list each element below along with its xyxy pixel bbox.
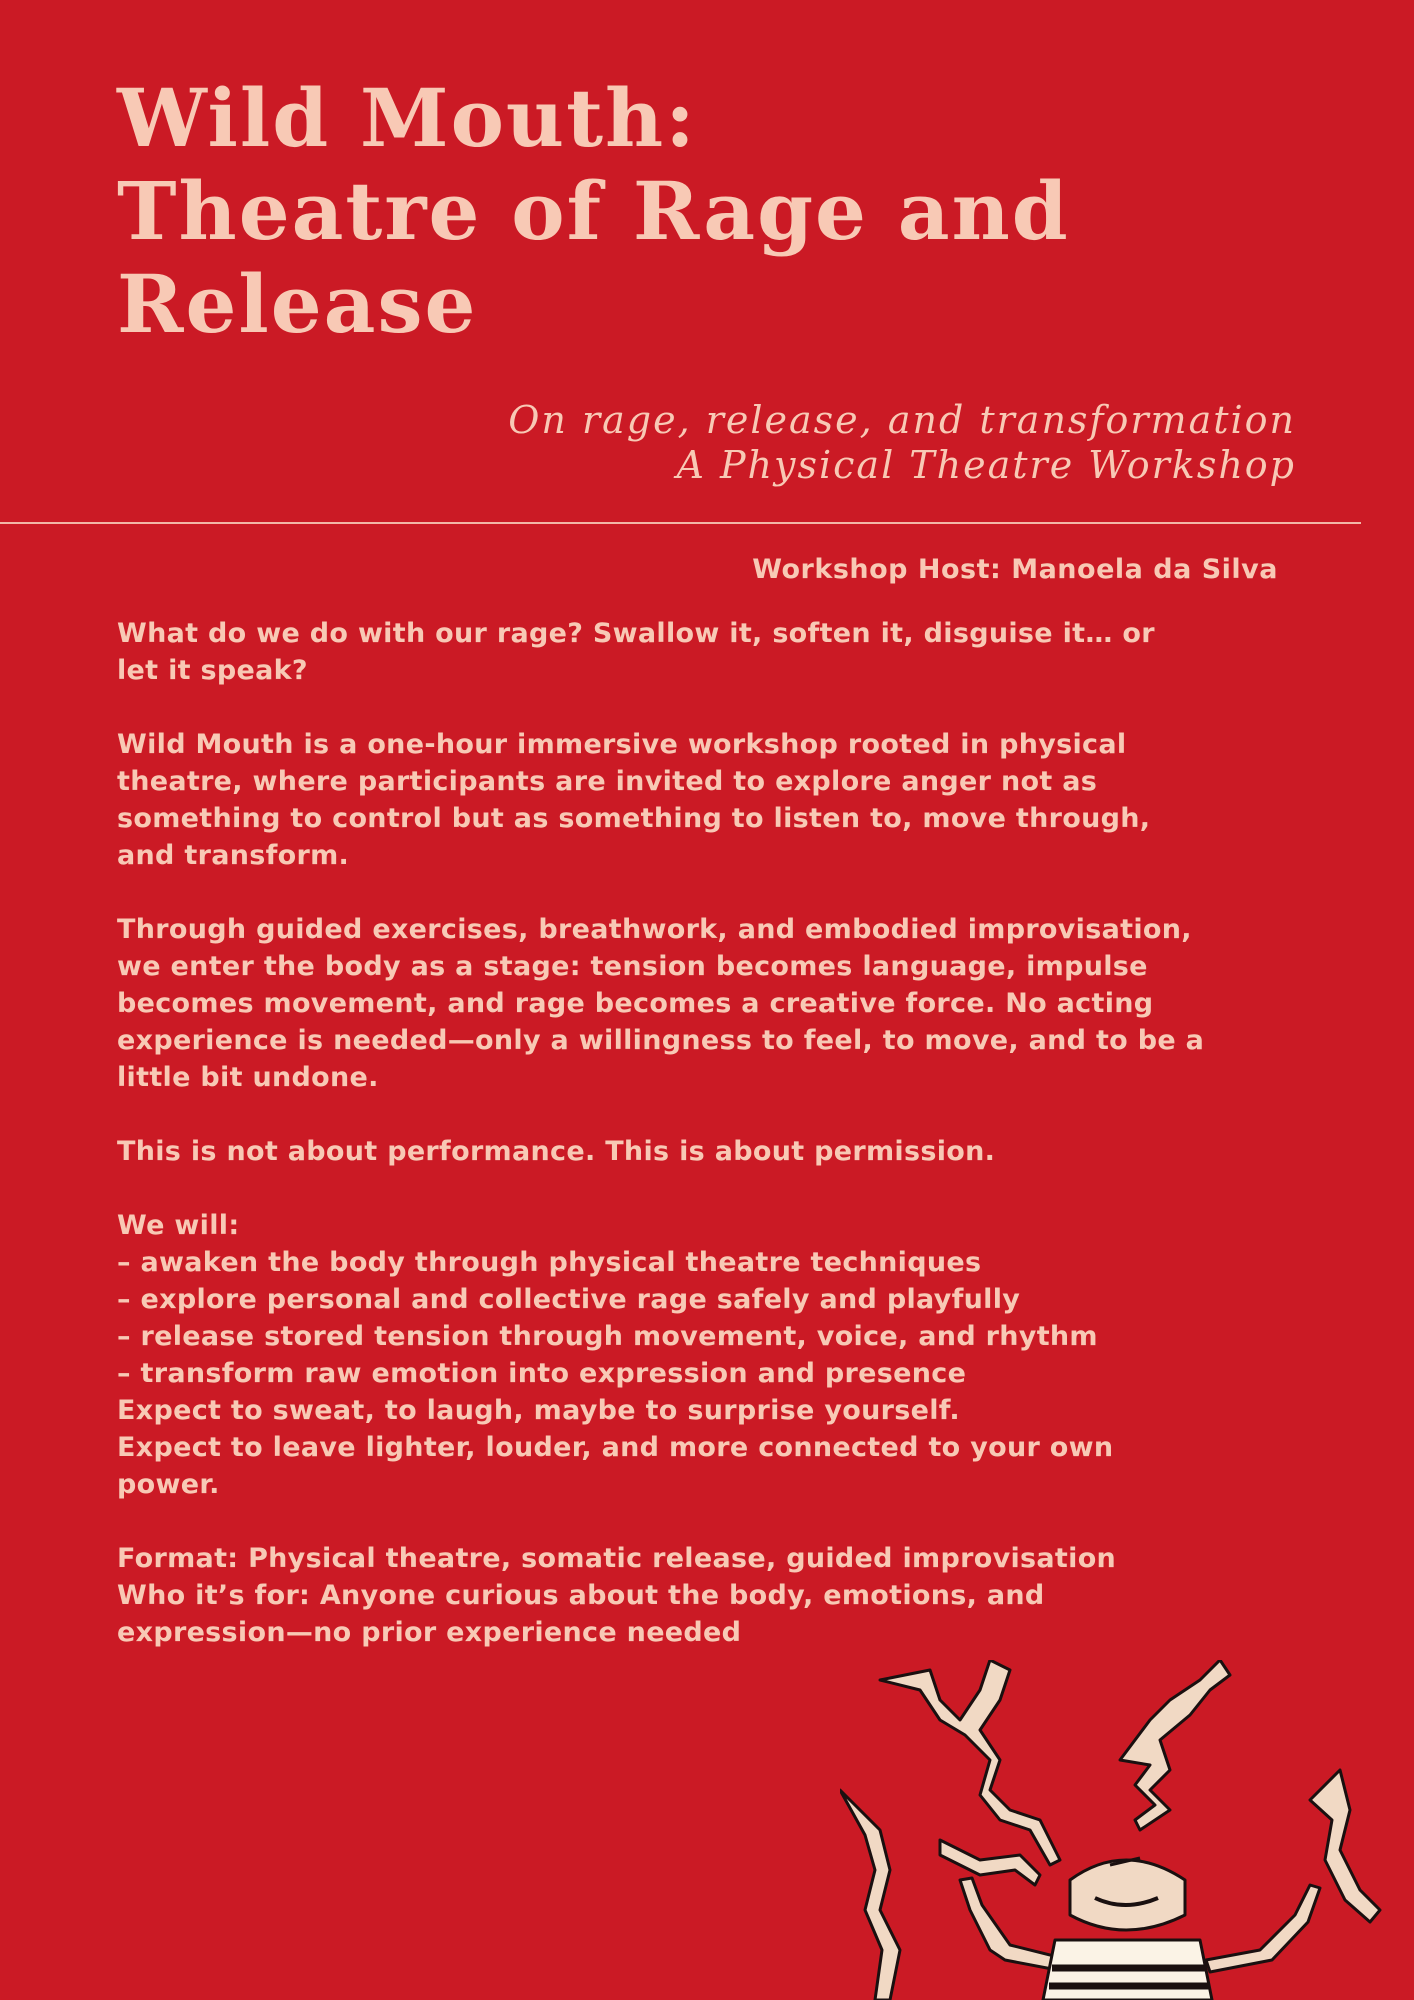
text-line: little bit undone. <box>117 1062 379 1093</box>
text-line: let it speak? <box>117 655 308 686</box>
text-line: Through guided exercises, breathwork, and embodied improvisation, <box>117 914 1192 945</box>
text-line: and transform. <box>117 840 350 871</box>
paragraph-permission <box>117 1133 1267 1170</box>
list-item: – explore personal and collective rage safely and playfully <box>117 1284 1021 1315</box>
text-line: we enter the body as a stage: tension becomes language, impulse <box>117 951 1148 982</box>
paragraph-method <box>117 911 1267 1096</box>
text-line: This is not about performance. This is about permission. <box>117 1136 996 1167</box>
subtitle-line-1: On rage, release, and transformation <box>508 398 1296 442</box>
list-item: – awaken the body through physical theatre techniques <box>117 1247 982 1278</box>
title-line-1: Wild Mouth: <box>117 71 697 165</box>
subtitle-line-2: A Physical Theatre Workshop <box>676 443 1296 487</box>
workshop-host: Workshop Host: Manoela da Silva <box>752 554 1278 585</box>
text-line: theatre, where participants are invited to explore anger not as <box>117 766 1098 797</box>
text-line: Who it’s for: Anyone curious about the body, emotions, and <box>117 1580 1045 1611</box>
text-line: something to control but as something to listen to, move through, <box>117 803 1151 834</box>
text-line: Format: Physical theatre, somatic release, guided improvisation <box>117 1543 1117 1574</box>
list-item: – transform raw emotion into expression and presence <box>117 1358 967 1389</box>
divider <box>0 522 1361 524</box>
paragraph-we-will <box>117 1207 1267 1503</box>
text-line: What do we do with our rage? Swallow it, soften it, disguise it… or <box>117 618 1155 649</box>
text-line: Expect to sweat, to laugh, maybe to surprise yourself. <box>117 1395 960 1426</box>
text-line: Expect to leave lighter, louder, and more connected to your own <box>117 1432 1114 1463</box>
text-line: We will: <box>117 1210 240 1241</box>
paragraph-intro <box>117 615 1267 689</box>
title-line-3: Release <box>117 257 478 351</box>
text-line: experience is needed—only a willingness to feel, to move, and to be a <box>117 1025 1205 1056</box>
paragraph-format <box>117 1540 1267 1651</box>
title-line-2: Theatre of Rage and <box>117 164 1070 258</box>
text-line: expression—no prior experience needed <box>117 1617 742 1648</box>
text-line: Wild Mouth is a one-hour immersive workshop rooted in physical <box>117 729 1127 760</box>
text-line: power. <box>117 1469 220 1500</box>
description <box>117 615 1267 1688</box>
subtitle <box>296 398 1296 488</box>
paragraph-about <box>117 726 1267 874</box>
text-line: becomes movement, and rage becomes a creative force. No acting <box>117 988 1154 1019</box>
page-title <box>117 72 1267 351</box>
list-item: – release stored tension through movement, voice, and rhythm <box>117 1321 1098 1352</box>
screaming-figure-illustration-icon <box>840 1660 1414 2000</box>
